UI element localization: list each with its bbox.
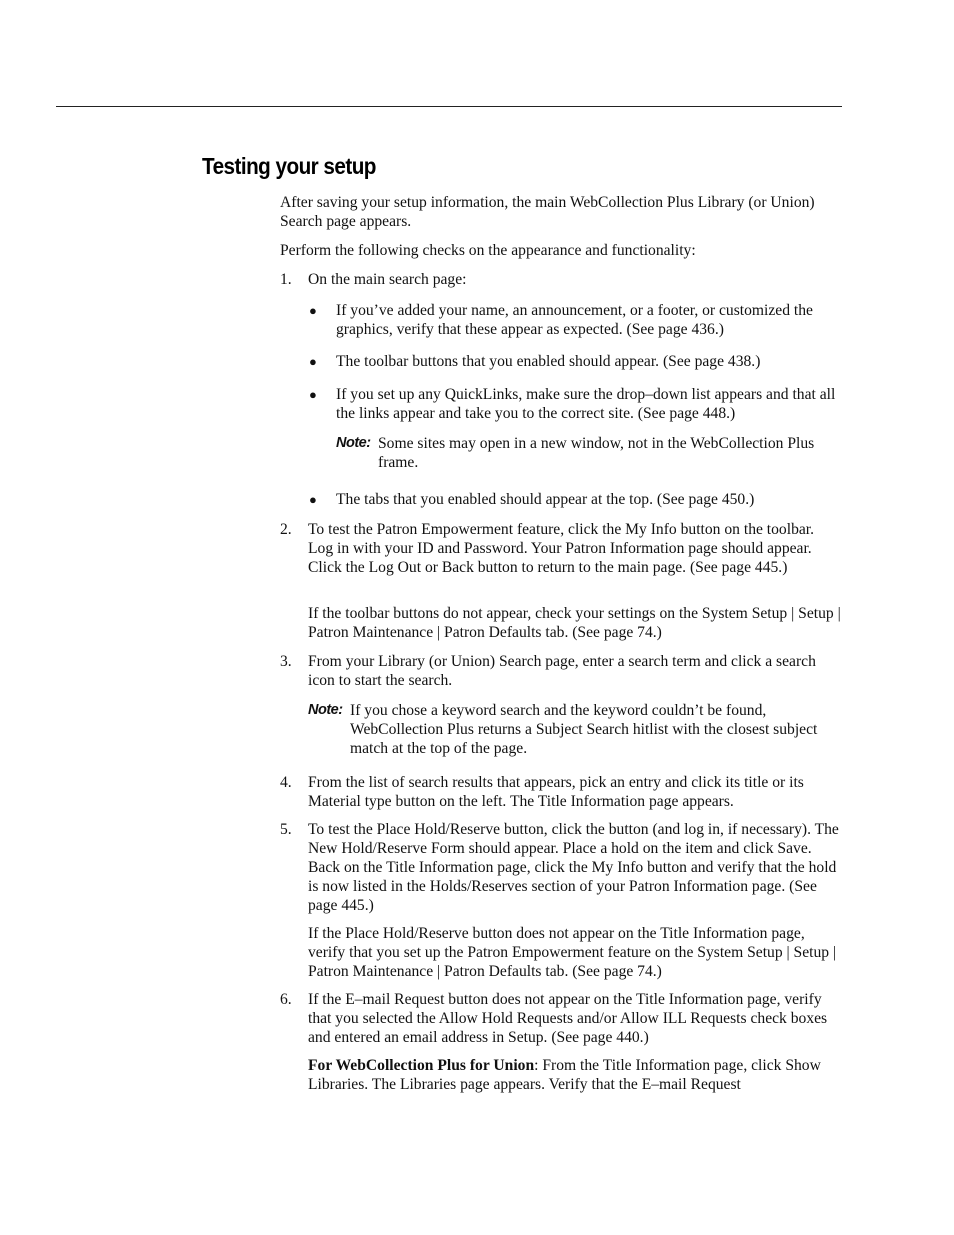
bullet-icon: ● xyxy=(309,387,317,402)
note-text: Some sites may open in a new window, not in the WebCollection Plus frame. xyxy=(378,435,815,471)
bullet-icon: ● xyxy=(309,354,317,369)
note-label: Note: xyxy=(308,702,343,718)
note-text: If you chose a keyword search and the keyword couldn’t be found, WebCollection Plus returns a Subject Search hitlist with the closest subject match at the top of the page. xyxy=(350,702,818,757)
note-label: Note: xyxy=(336,435,371,451)
step-number: 1. xyxy=(280,271,292,288)
step-number: 4. xyxy=(280,774,292,791)
intro-paragraph-2: Perform the following checks on the appearance and functionality: xyxy=(280,242,696,259)
bullet-item: If you set up any QuickLinks, make sure the drop–down list appears and that all the links appear and take you to the correct site. (See page 448.) xyxy=(336,386,836,422)
step-text: From your Library (or Union) Search page, enter a search term and click a search icon to start the search. xyxy=(308,653,816,689)
step-followup: For WebCollection Plus for Union: From the Title Information page, click Show Libraries. The Libraries page appears. Verify that the E–mail Request xyxy=(308,1057,821,1093)
intro-paragraph: After saving your setup information, the main WebCollection Plus Library (or Union) Search page appears. xyxy=(280,194,815,230)
bullet-icon: ● xyxy=(309,492,317,507)
step-number: 2. xyxy=(280,521,292,538)
bullet-item: The tabs that you enabled should appear at the top. (See page 450.) xyxy=(336,491,755,508)
step-number: 5. xyxy=(280,821,292,838)
step-number: 3. xyxy=(280,653,292,670)
bullet-icon: ● xyxy=(309,303,317,318)
step-followup: If the Place Hold/Reserve button does not appear on the Title Information page, verify that you set up the Patron Empowerment feature on the System Setup | Setup | Patron Maintenance | Patron Defaults tab. (See page 74.) xyxy=(308,925,837,980)
step-text: From the list of search results that appears, pick an entry and click its title or its Material type button on the left. The Title Information page appears. xyxy=(308,774,804,810)
union-label: For WebCollection Plus for Union xyxy=(308,1057,535,1074)
step-text: If the E–mail Request button does not appear on the Title Information page, verify that you selected the Allow Hold Requests and/or Allow ILL Requests check boxes and entered an email address in Setup. (See page 440.) xyxy=(308,991,828,1046)
bullet-item: If you’ve added your name, an announcement, or a footer, or customized the graphics, verify that these appear as expected. (See page 436.) xyxy=(336,302,813,338)
step-text: To test the Place Hold/Reserve button, click the button (and log in, if necessary). The New Hold/Reserve Form should appear. Place a hold on the item and click Save. Back on the Title Information page, click the My Info button and verify that the hold is now listed in the Holds/Reserves section of your Patron Information page. (See page 445.) xyxy=(308,821,839,914)
step-text: On the main search page: xyxy=(308,271,467,288)
step-followup: If the toolbar buttons do not appear, check your settings on the System Setup | Setup | Patron Maintenance | Patron Defaults tab. (See page 74.) xyxy=(308,605,841,641)
section-title: Testing your setup xyxy=(202,153,376,179)
header-rule xyxy=(56,106,842,107)
bullet-item: The toolbar buttons that you enabled should appear. (See page 438.) xyxy=(336,353,761,370)
step-text: To test the Patron Empowerment feature, click the My Info button on the toolbar. Log in with your ID and Password. Your Patron Information page should appear. Click the Log Out or Back button to return to the main page. (See page 445.) xyxy=(308,521,815,576)
step-number: 6. xyxy=(280,991,292,1008)
